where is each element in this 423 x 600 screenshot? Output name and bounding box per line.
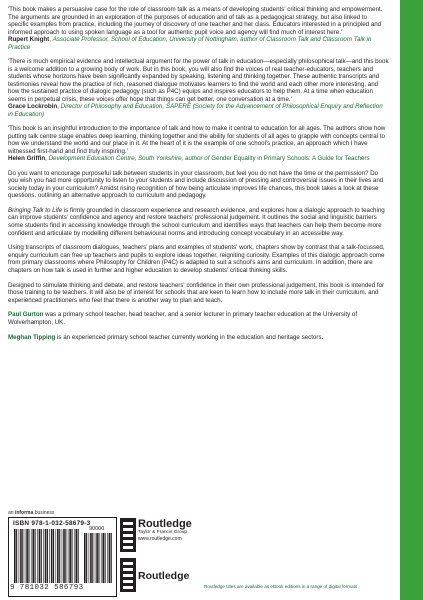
barcode-bar <box>20 529 22 583</box>
endorser-role: Development Education Centre, South Yorkshire, author of <box>48 155 210 162</box>
barcode-bar <box>74 529 75 583</box>
barcode-bar <box>28 529 29 583</box>
barcode-bar <box>59 529 60 583</box>
book-title: Bringing Talk to Life <box>8 206 63 214</box>
publisher-group: Taylor & Francis Group <box>138 530 188 535</box>
barcode-bar <box>107 533 108 583</box>
barcode-bar <box>105 533 106 583</box>
endorser-book-title: Gender Equality in Primary Schools: A Guide for Teachers <box>211 155 370 162</box>
endorsement-quote: 'This book is an insightful introduction to the importance of talk and how to make it central to education for all ages. The authors show how putting talk centre stage enables deep learning, thinking together and the ability for students of all ages to grapple with concepts central to how we understand the world and our place in it. At the heart of it is the example of one school's practice, an approach which I have witnessed first-hand and find truly inspiring.' <box>8 125 386 155</box>
barcode-bar <box>47 529 48 583</box>
barcode-addon-bars <box>84 533 112 583</box>
blurb-paragraph: Do you want to encourage purposeful talk between students in your classroom, but feel you do not have the time or the permission? Do you wish you had more opportunity to listen to your students and include discussion of pressing and controversial issues in their lives and society today in your curriculum? Amidst rising recognition of how being articulate improves life chances, this book takes a look at these questions, outlining an alternative approach to curriculum and pedagogy. <box>8 169 384 200</box>
ebook-note: Routledge titles are available as eBook editions in a range of digital formats <box>204 584 358 589</box>
barcode-digits: 9 781032 586793 <box>10 584 84 592</box>
barcode-bar <box>53 529 54 583</box>
author-bio <box>8 334 389 342</box>
routledge-logo-icon <box>120 558 136 592</box>
barcode-bar <box>65 529 66 583</box>
endorsement-attribution: Rupert Knight, Associate Professor, School of Education, University of Nottingham, author of Classroom Talk and Classroom Talk in Practice <box>8 36 372 51</box>
endorser-name: Grace Lockrobin <box>8 103 58 110</box>
author-name: Meghan Tipping <box>8 333 56 341</box>
isbn-number: ISBN 978-1-032-58679-3 <box>13 520 91 527</box>
barcode-bar <box>39 529 41 583</box>
barcode-bar <box>45 529 47 583</box>
barcode-bars <box>14 529 80 583</box>
barcode-bar <box>37 529 38 583</box>
barcode-bar <box>71 529 72 583</box>
publisher-website: www.routledge.com <box>138 536 182 542</box>
barcode-bar <box>22 529 23 583</box>
endorser-role: Director of Philosophy and Education, SAPERE (Society for the Advancement of Philosophical Enquiry and Reflection in Education) <box>8 103 383 118</box>
barcode-bar <box>35 529 36 583</box>
barcode-bar <box>69 529 71 583</box>
endorsement-quote: 'This book makes a persuasive case for the role of classroom talk as a means of developing students' critical thinking and empowerment. The arguments are grounded in an exploration of the purposes of education and of talk as a pedagogical strategy, but also linked to specific examples from practice, including the journey of discovery of one teacher and her class. Educators interested in a principled and informed approach to using spoken language as a tool for authentic pupil voice and agency will find much of interest here.' <box>8 6 383 36</box>
cover-footer <box>8 510 398 595</box>
bio-text: is an experienced primary school teacher currently working in the education and heritage sectors. <box>55 333 324 341</box>
routledge-logo-icon <box>120 518 136 552</box>
barcode-bar <box>92 533 93 583</box>
blurb-text: is firmly grounded in classroom experience and research evidence, and explores how a dialogic approach to teaching can improve students' confidence and agency and restore teachers' professional judgement. It outlines the social and linguistic barriers some students find in accessing knowledge through the school curriculum and identifies ways that teachers can help them become more confident and articulate by modelling different behavioural norms and introducing concept vocabulary in an accessible way. <box>8 206 385 237</box>
barcode-bar <box>96 533 98 583</box>
barcode-bar <box>102 533 104 583</box>
barcode-bar <box>84 533 86 583</box>
author-name: Paul Gurton <box>8 311 44 319</box>
barcode-bar <box>32 529 34 583</box>
endorsement-attribution: Grace Lockrobin, Director of Philosophy and Education, SAPERE (Society for the Advancement of Philosophical Enquiry and Reflection in Education) <box>8 103 383 118</box>
blurb-paragraph: Using transcripts of classroom dialogues, teachers' plans and examples of students' work, chapters show by contrast that a talk-focussed, enquiry curriculum can free up teachers and pupils to explore ideas together, reigniting curiosity. Examples of this dialogic approach come from primary classrooms where Philosophy for Children (P4C) is adapted to suit a school's aims and curriculum. In addition, there are chapters on how talk is used in further and higher education to develop students' critical thinking skills. <box>8 244 385 275</box>
barcode-bar <box>78 529 79 583</box>
barcode-bar <box>49 529 50 583</box>
barcode-bar <box>76 529 78 583</box>
barcode-bar <box>68 529 69 583</box>
barcode-bar <box>51 529 53 583</box>
barcode-bar <box>62 529 63 583</box>
endorser-role: Associate Professor, School of Education, University of Nottingham, author of Classroom Talk and Classroom Talk in Practice <box>8 36 372 51</box>
barcode <box>8 517 117 597</box>
barcode-bar <box>26 529 28 583</box>
endorser-name: Helen Griffin <box>8 155 46 162</box>
barcode-bar <box>95 533 96 583</box>
endorsement-quote: 'There is much empirical evidence and intellectual argument for the power of talk in education—especially philosophical talk—and this book is a welcome addition to a growing body of work. But in this book, you will also find the voices of real teacher-educators, teachers and students whose horizons have been significantly expanded by speaking, listening and thinking together. These authentic transcripts and testimonies reveal how the practice of rich, reasoned dialogue motivates learners to find the world and each other more interesting, and how the sustained practice of dialogic pedagogy (such as P4C) equips and inspires educators to help them. At a time when education seems in perpetual crisis, these voices offer hope that things can get better, one conversation at a time.' <box>8 58 389 103</box>
barcode-bar <box>43 529 44 583</box>
author-bio <box>8 311 389 326</box>
barcode-bar <box>16 529 17 583</box>
bio-text: was a primary school teacher, head teacher, and a senior lecturer in primary teacher education at the University of Wolverhampton, UK. <box>8 311 358 326</box>
barcode-bar <box>14 529 16 583</box>
barcode-bar <box>57 529 59 583</box>
publisher-name: Routledge <box>138 518 192 530</box>
endorsement-attribution: Helen Griffin, Development Education Centre, South Yorkshire, author of Gender Equality in Primary Schools: A Guide for Teachers <box>8 155 370 162</box>
barcode-bar <box>63 529 65 583</box>
endorser-name: Rupert Knight <box>8 36 50 43</box>
barcode-bar <box>86 533 87 583</box>
spine-accent-bar <box>400 0 423 600</box>
barcode-bar <box>89 533 90 583</box>
barcode-bar <box>111 533 112 583</box>
blurb-paragraph <box>8 207 389 237</box>
barcode-bar <box>19 529 20 583</box>
barcode-bar <box>101 533 102 583</box>
blurb-paragraph: Designed to stimulate thinking and debate, and restore teachers' confidence in their own professional judgement, this book is intended for those training to be teachers. It will also be of interest for schools that are keen to learn how to include more talk in their curriculum, and experienced practitioners who feel that there is another way to plan and teach. <box>8 281 385 304</box>
imprint-name: Routledge <box>138 570 190 582</box>
barcode-bar <box>90 533 92 583</box>
cover-text <box>8 6 389 348</box>
publisher-logo <box>138 519 192 542</box>
barcode-bar <box>41 529 42 583</box>
barcode-addon-number: 90000 <box>89 526 105 532</box>
barcode-bar <box>31 529 32 583</box>
barcode-bar <box>98 533 99 583</box>
barcode-bar <box>109 533 111 583</box>
barcode-bar <box>25 529 26 583</box>
informa-business-logo: an informa business <box>8 510 55 516</box>
barcode-bar <box>56 529 57 583</box>
